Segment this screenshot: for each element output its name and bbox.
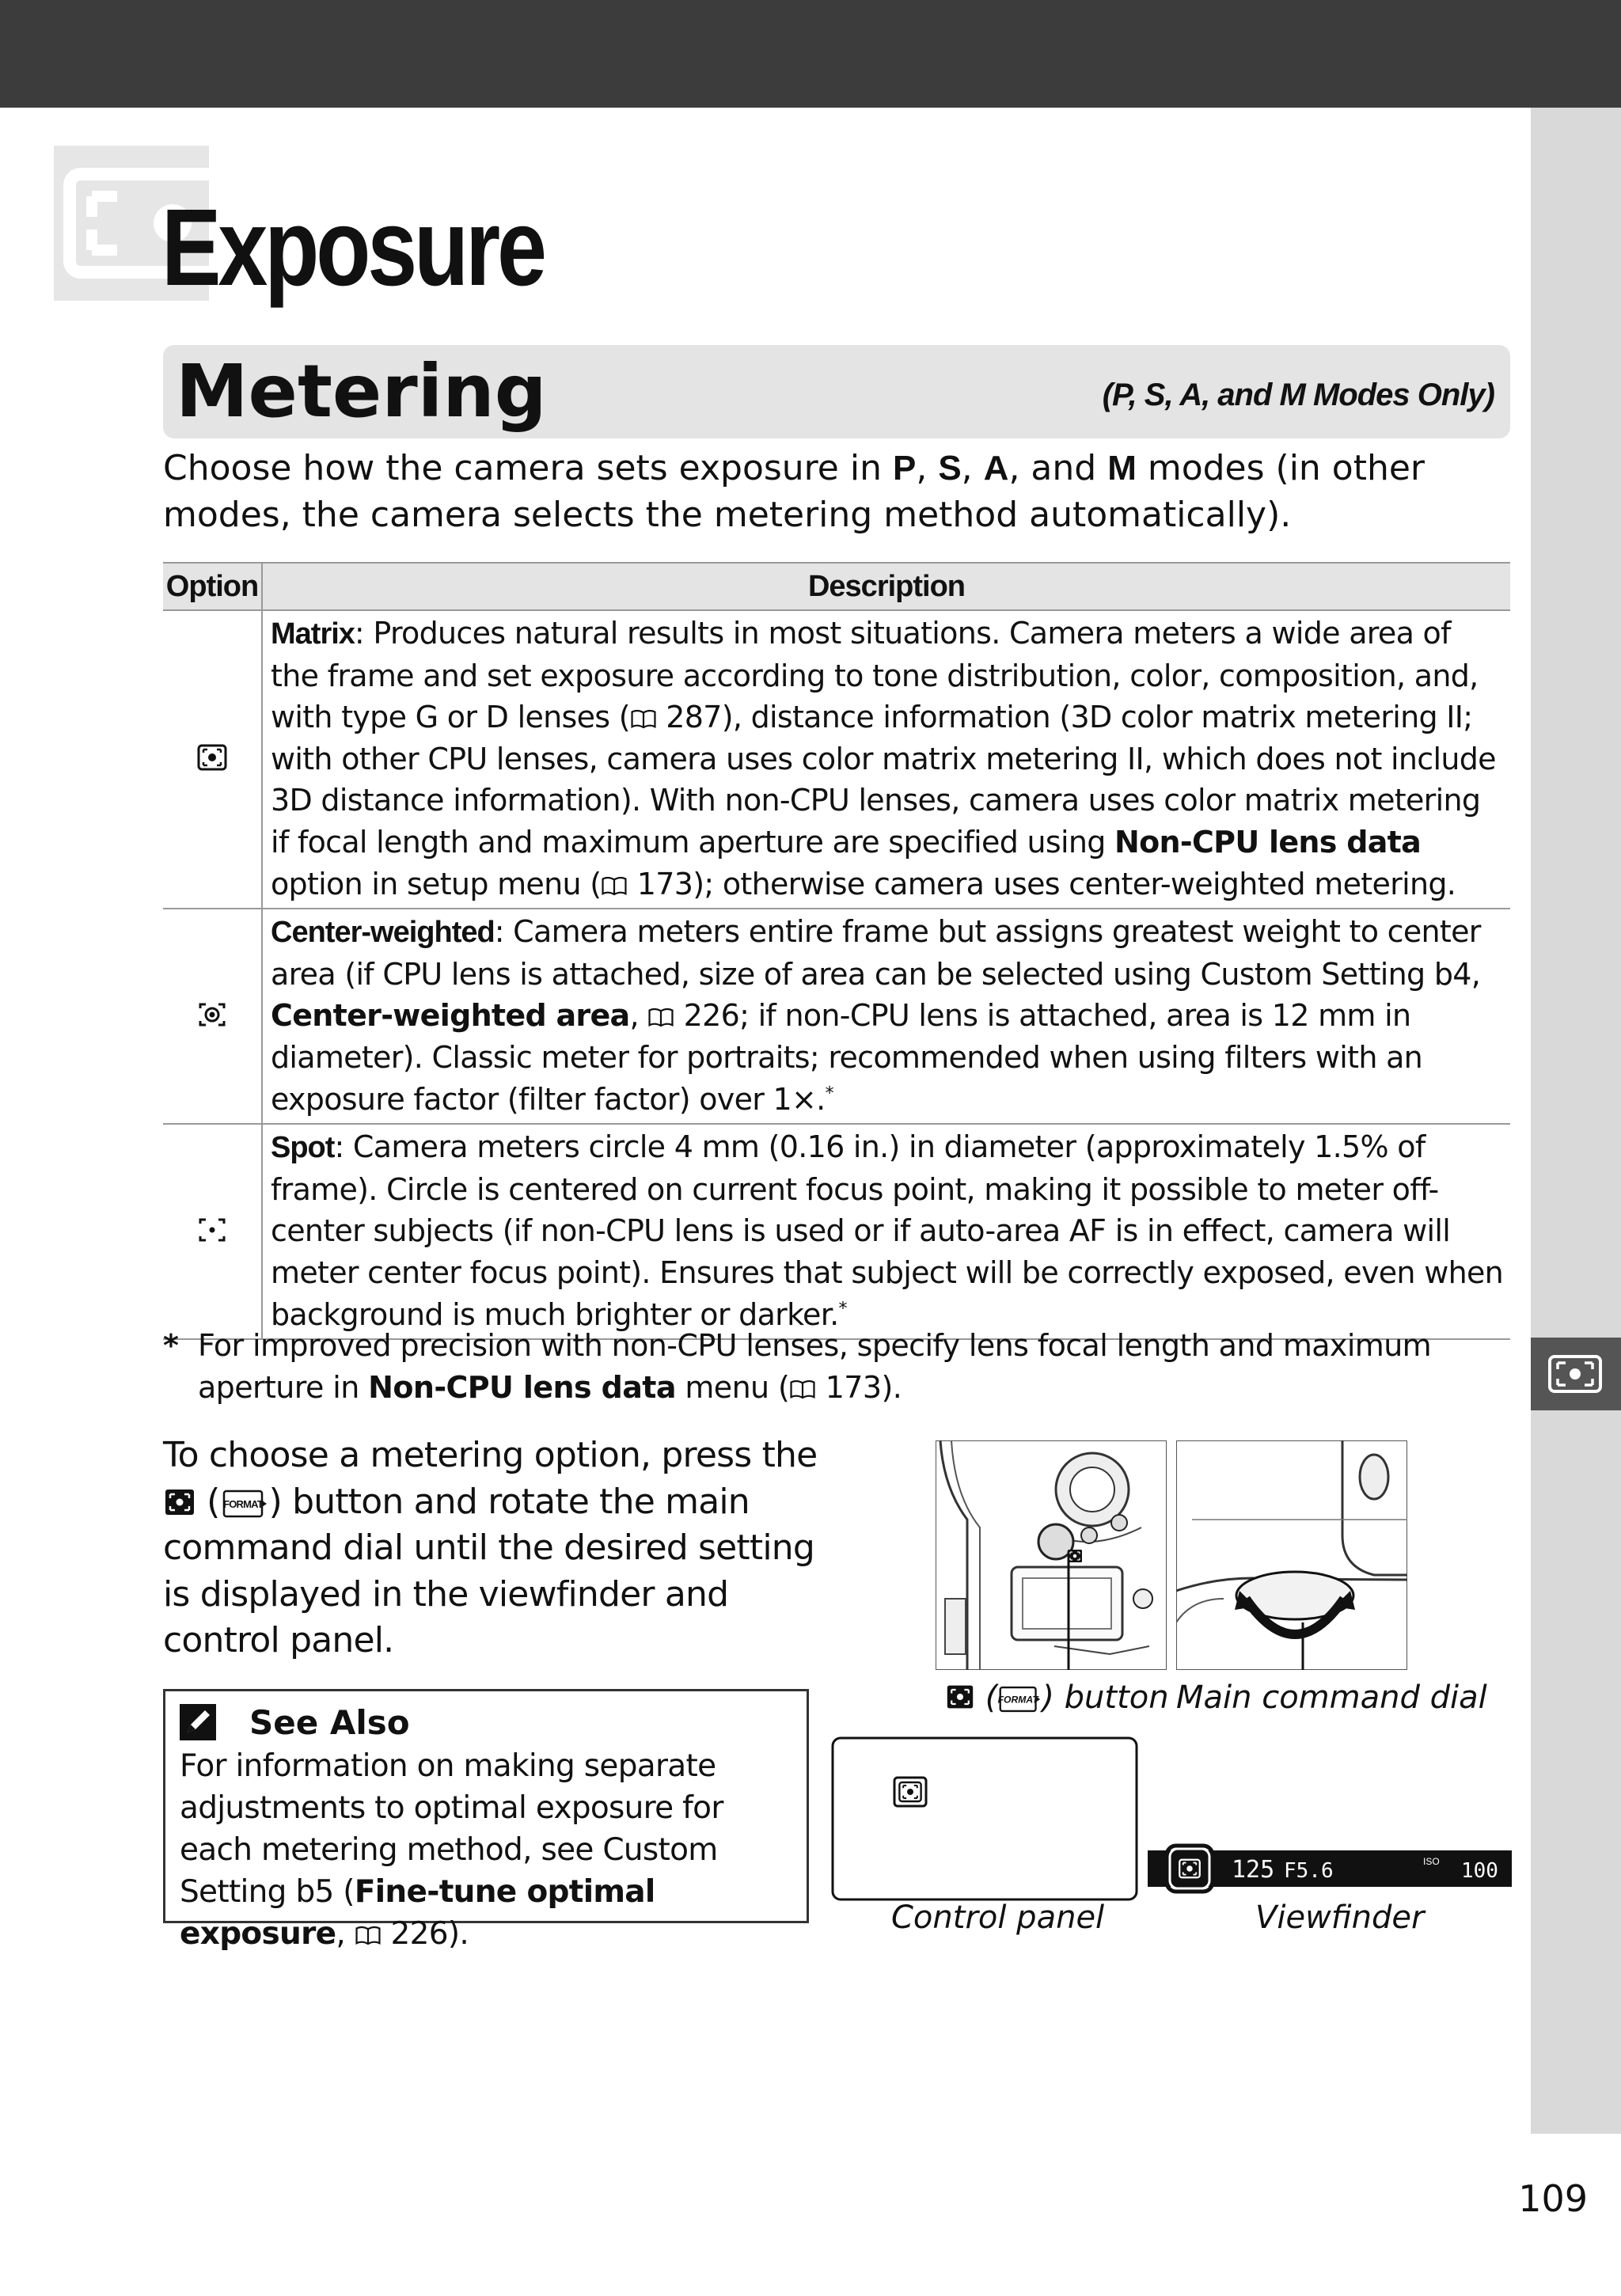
- side-tab-strip: [1531, 108, 1621, 2134]
- description-text: ); otherwise camera uses center-weighted metering.: [693, 866, 1456, 901]
- intro-text: Choose how the camera sets exposure in: [163, 448, 893, 488]
- table-header-row: [163, 563, 1510, 610]
- see-also-box: [163, 1689, 809, 1952]
- footnote-marker: *: [838, 1298, 847, 1319]
- footnote-text-part: menu (: [675, 1370, 790, 1405]
- book-icon: [630, 708, 657, 729]
- table-row-matrix: [163, 610, 1510, 909]
- viewfinder-shutter-speed: 125: [1232, 1856, 1275, 1884]
- see-also-text-part: For information on making separate adjustments to optimal exposure for each metering method, see Custom Setting b5 (: [180, 1748, 723, 1910]
- matrix-metering-icon: [196, 742, 228, 773]
- option-icon-cell: [163, 909, 262, 1124]
- control-panel-caption: Control panel: [891, 1899, 1105, 1936]
- instruction-text: (: [196, 1481, 220, 1522]
- description-text: : Produces natural results in most situations. Camera meters a wide area of the frame and set exposure according to tone distribution, color, composition, and, with type G or D lenses (: [271, 616, 1479, 735]
- button-caption-text: (: [975, 1679, 998, 1716]
- description-cell: [262, 1124, 1510, 1339]
- format-button-icon: [997, 1684, 1042, 1714]
- viewfinder-illustration: [1148, 1841, 1512, 1900]
- book-icon: [789, 1379, 816, 1399]
- intro-text: ,: [916, 448, 939, 488]
- button-caption: [945, 1678, 1169, 1717]
- button-caption-text: ) button: [1042, 1679, 1169, 1716]
- description-cell: [262, 909, 1510, 1124]
- intro-text: , and: [1008, 448, 1108, 488]
- book-icon: [355, 1925, 382, 1945]
- footnote-text-part: For improved precision with non-CPU lenses, specify lens focal length and maximum aperture in: [198, 1328, 1432, 1405]
- metering-button-icon: [945, 1683, 975, 1711]
- page-number: 109: [1518, 2177, 1588, 2220]
- footnote-marker: *: [825, 1083, 833, 1103]
- option-icon-cell: [163, 610, 262, 909]
- see-also-text-part: ).: [447, 1916, 469, 1952]
- instruction-text: To choose a metering option, press the: [163, 1435, 818, 1475]
- format-button-icon: [220, 1488, 269, 1520]
- chapter-side-tab[interactable]: [1531, 1338, 1621, 1410]
- command-dial-drawing: [1176, 1440, 1407, 1670]
- description-text: ), distance information (3D color matrix metering II; with other CPU lenses, camera uses color matrix metering II, which does not include 3D distance information). With non-CPU lenses, camera uses color matrix metering if focal length and maximum aperture are specified using: [271, 700, 1496, 860]
- footnote-marker: *: [163, 1328, 179, 1363]
- camera-top-illustration: [936, 1440, 1167, 1674]
- see-also-text-part: ,: [336, 1916, 355, 1952]
- menu-item-name: Non-CPU lens data: [368, 1370, 676, 1405]
- mode-s: S: [938, 449, 962, 488]
- viewfinder-aperture: F5.6: [1284, 1859, 1334, 1883]
- viewfinder-iso-value: 100: [1461, 1859, 1498, 1883]
- see-also-text: [180, 1745, 792, 1955]
- pencil-icon: [180, 1704, 235, 1740]
- menu-item-name: Non-CPU lens data: [1114, 824, 1422, 860]
- description-text: option in setup menu (: [271, 866, 602, 901]
- option-term: Matrix: [271, 617, 355, 651]
- control-panel-illustration: [831, 1736, 1140, 1907]
- description-column-header: Description: [262, 563, 1510, 610]
- section-mode-note: (P, S, A, and M Modes Only): [1102, 378, 1494, 412]
- footnote-text: [198, 1325, 1510, 1409]
- description-text: : Camera meters entire frame but assigns greatest weight to center area (if CPU lens is attached, size of area can be selected using Custom Setting b4,: [271, 914, 1481, 992]
- chapter-title: Exposure: [161, 187, 544, 309]
- description-text: : Camera meters circle 4 mm (0.16 in.) in diameter (approximately 1.5% of frame). Circle is centered on current focus point, making it possible to meter off-center subjects (if non-CPU lens is used or if auto-area AF is in effect, camera will meter center focus point). Ensures that subject will be correctly exposed, even when background is much brighter or darker.: [271, 1129, 1504, 1332]
- book-icon: [601, 875, 628, 896]
- section-header: [163, 345, 1510, 438]
- center-weighted-metering-icon: [196, 999, 228, 1030]
- table-row-spot: [163, 1124, 1510, 1339]
- metering-button-icon: [1067, 1548, 1083, 1564]
- page-reference: 226: [390, 1916, 448, 1952]
- viewfinder-display: [1148, 1841, 1512, 1896]
- page-reference: 173: [636, 866, 693, 901]
- mode-m: M: [1107, 449, 1137, 488]
- table-footnote: [163, 1325, 1510, 1409]
- footnote-text-part: ).: [881, 1370, 902, 1405]
- description-text: ,: [629, 998, 648, 1034]
- intro-text: ,: [961, 448, 984, 488]
- section-title: Metering: [176, 349, 547, 434]
- table-row-center-weighted: [163, 909, 1510, 1124]
- description-cell: [262, 610, 1510, 909]
- page-reference: 173: [825, 1370, 882, 1405]
- top-bar: [0, 0, 1621, 108]
- mode-a: A: [983, 449, 1009, 488]
- command-dial-illustration: [1176, 1440, 1407, 1674]
- page-reference: 226: [683, 998, 740, 1034]
- book-icon: [647, 1007, 674, 1027]
- metering-options-table: [163, 562, 1510, 1340]
- intro-text: modes (in other modes, the camera selects the metering method automatically).: [163, 448, 1425, 535]
- control-panel-display: [831, 1736, 1140, 1903]
- page-reference: 287: [666, 700, 722, 735]
- metering-button-icon: [163, 1486, 196, 1518]
- dial-caption: Main command dial: [1176, 1679, 1487, 1716]
- viewfinder-iso-label: ISO: [1423, 1856, 1440, 1867]
- camera-body-illustration: [936, 1440, 1167, 1670]
- see-also-header: [180, 1699, 792, 1745]
- viewfinder-caption: Viewfinder: [1255, 1899, 1425, 1936]
- option-column-header: Option: [163, 563, 262, 610]
- intro-paragraph: [163, 445, 1510, 538]
- option-term: Spot: [271, 1131, 335, 1165]
- mode-p: P: [892, 449, 917, 488]
- see-also-title: See Also: [249, 1703, 410, 1742]
- setting-name: Fine-tune optimal exposure: [180, 1874, 655, 1952]
- description-text: ; if non-CPU lens is attached, area is 12 mm in diameter). Classic meter for portraits; recommended when using filters with an exposure factor (filter factor) over 1×.: [271, 998, 1423, 1117]
- option-term: Center-weighted: [271, 916, 495, 950]
- option-icon-cell: [163, 1124, 262, 1339]
- instruction-text: ) button and rotate the main command dial until the desired setting is displayed in the viewfinder and control panel.: [163, 1481, 814, 1660]
- setting-name: Center-weighted area: [271, 998, 630, 1034]
- instruction-paragraph: [163, 1433, 828, 1664]
- matrix-metering-icon: [1545, 1353, 1605, 1395]
- spot-metering-icon: [196, 1214, 228, 1246]
